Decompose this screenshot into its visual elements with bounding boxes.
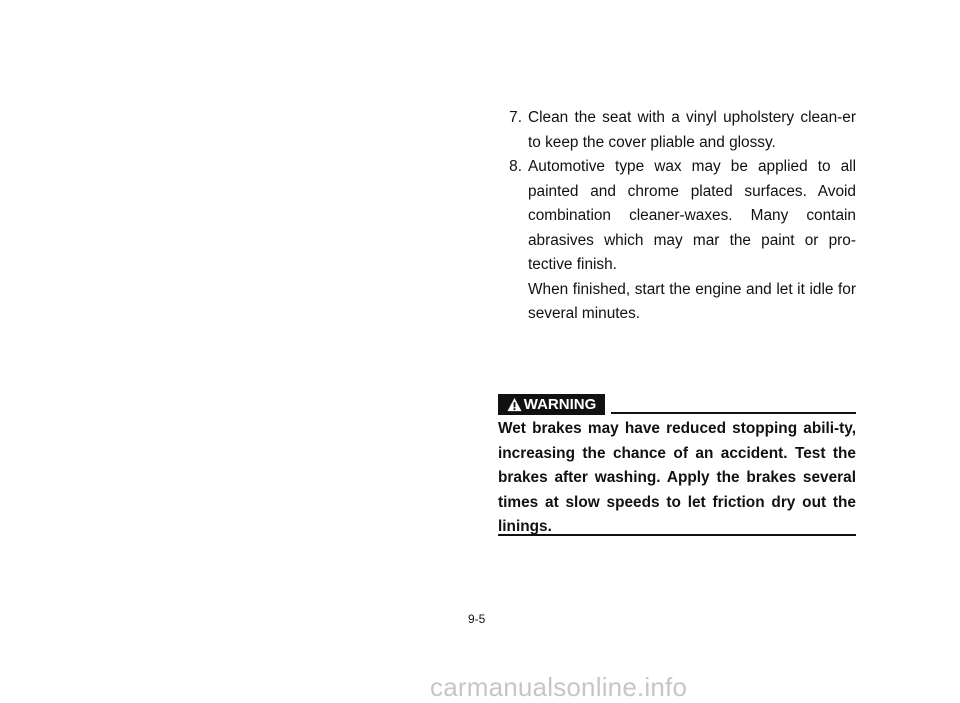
step-number: 7.	[509, 109, 522, 126]
page-number: 9-5	[468, 612, 486, 626]
step-item	[498, 155, 856, 327]
step-number: 8.	[509, 158, 522, 175]
maintenance-steps	[498, 106, 856, 327]
warning-rule	[611, 412, 856, 414]
step-text: Automotive type wax may be applied to all painted and chrome plated surfaces. Avoid combination cleaner-waxes. Many contain abrasives which may mar the paint or pro-tective finish.	[528, 158, 856, 273]
watermark: carmanualsonline.info	[430, 672, 688, 702]
warning-triangle-icon	[507, 397, 522, 412]
warning-badge	[498, 394, 605, 415]
step-note: When finished, start the engine and let it idle for several minutes.	[528, 280, 856, 322]
step-item	[498, 106, 856, 155]
step-text: Clean the seat with a vinyl upholstery clean-er to keep the cover pliable and glossy.	[528, 109, 856, 151]
warning-header	[498, 394, 856, 416]
warning-label: WARNING	[523, 396, 597, 413]
warning-text: Wet brakes may have reduced stopping abili-ty, increasing the chance of an accident. Test the brakes after washing. Apply the brakes several times at slow speeds to let friction dry out the linings.	[498, 420, 856, 535]
warning-bottom-rule	[498, 534, 856, 536]
